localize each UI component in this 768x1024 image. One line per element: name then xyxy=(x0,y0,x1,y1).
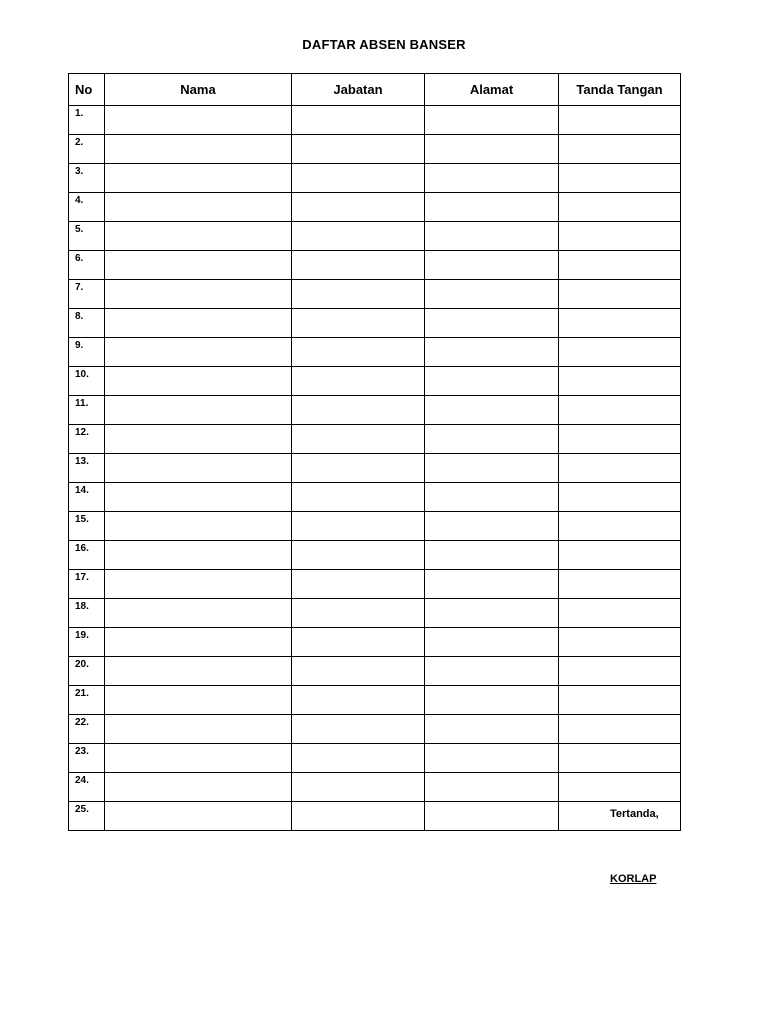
row-number: 18. xyxy=(69,599,105,628)
row-number: 4. xyxy=(69,193,105,222)
cell-alamat xyxy=(425,715,559,744)
cell-tanda-tangan xyxy=(559,193,681,222)
cell-alamat xyxy=(425,135,559,164)
cell-nama xyxy=(105,744,292,773)
cell-jabatan xyxy=(292,106,425,135)
table-row xyxy=(69,106,681,135)
row-number: 13. xyxy=(69,454,105,483)
cell-alamat xyxy=(425,222,559,251)
cell-nama xyxy=(105,396,292,425)
cell-alamat xyxy=(425,773,559,802)
row-number: 7. xyxy=(69,280,105,309)
table-row xyxy=(69,686,681,715)
cell-tanda-tangan xyxy=(559,541,681,570)
table-row xyxy=(69,164,681,193)
table-row xyxy=(69,425,681,454)
table-row xyxy=(69,338,681,367)
cell-tanda-tangan xyxy=(559,715,681,744)
cell-tanda-tangan xyxy=(559,309,681,338)
cell-nama xyxy=(105,367,292,396)
cell-alamat xyxy=(425,686,559,715)
cell-alamat xyxy=(425,396,559,425)
row-number: 9. xyxy=(69,338,105,367)
cell-jabatan xyxy=(292,280,425,309)
cell-jabatan xyxy=(292,773,425,802)
cell-tanda-tangan xyxy=(559,744,681,773)
cell-nama xyxy=(105,773,292,802)
header-no: No xyxy=(69,74,105,106)
cell-jabatan xyxy=(292,193,425,222)
cell-tanda-tangan xyxy=(559,164,681,193)
table-body xyxy=(69,106,681,831)
cell-jabatan xyxy=(292,512,425,541)
row-number: 15. xyxy=(69,512,105,541)
cell-alamat xyxy=(425,744,559,773)
cell-tanda-tangan xyxy=(559,280,681,309)
row-number: 20. xyxy=(69,657,105,686)
cell-nama xyxy=(105,164,292,193)
header-alamat: Alamat xyxy=(425,74,559,106)
cell-nama xyxy=(105,541,292,570)
cell-jabatan xyxy=(292,135,425,164)
row-number: 1. xyxy=(69,106,105,135)
cell-tanda-tangan xyxy=(559,512,681,541)
cell-nama xyxy=(105,599,292,628)
table-row xyxy=(69,541,681,570)
cell-nama xyxy=(105,512,292,541)
cell-tanda-tangan xyxy=(559,338,681,367)
row-number: 10. xyxy=(69,367,105,396)
cell-nama xyxy=(105,338,292,367)
row-number: 16. xyxy=(69,541,105,570)
cell-alamat xyxy=(425,367,559,396)
cell-nama xyxy=(105,802,292,831)
korlap-signature-label: KORLAP xyxy=(610,873,657,885)
cell-jabatan xyxy=(292,802,425,831)
cell-jabatan xyxy=(292,541,425,570)
cell-alamat xyxy=(425,280,559,309)
cell-tanda-tangan xyxy=(559,396,681,425)
row-number: 2. xyxy=(69,135,105,164)
cell-tanda-tangan xyxy=(559,135,681,164)
cell-tanda-tangan xyxy=(559,773,681,802)
header-tanda-tangan: Tanda Tangan xyxy=(559,74,681,106)
cell-alamat xyxy=(425,425,559,454)
table-row xyxy=(69,483,681,512)
row-number: 21. xyxy=(69,686,105,715)
cell-alamat xyxy=(425,657,559,686)
table-row xyxy=(69,193,681,222)
cell-alamat xyxy=(425,309,559,338)
table-row xyxy=(69,599,681,628)
cell-tanda-tangan xyxy=(559,222,681,251)
cell-jabatan xyxy=(292,309,425,338)
cell-jabatan xyxy=(292,686,425,715)
cell-jabatan xyxy=(292,454,425,483)
table-row xyxy=(69,222,681,251)
cell-nama xyxy=(105,570,292,599)
table-row xyxy=(69,628,681,657)
table-row xyxy=(69,280,681,309)
cell-nama xyxy=(105,106,292,135)
header-nama: Nama xyxy=(105,74,292,106)
cell-tanda-tangan xyxy=(559,628,681,657)
cell-alamat xyxy=(425,454,559,483)
tertanda-label: Tertanda, xyxy=(610,808,659,820)
cell-nama xyxy=(105,222,292,251)
cell-alamat xyxy=(425,106,559,135)
cell-alamat xyxy=(425,193,559,222)
cell-jabatan xyxy=(292,425,425,454)
cell-jabatan xyxy=(292,222,425,251)
row-number: 5. xyxy=(69,222,105,251)
cell-alamat xyxy=(425,164,559,193)
cell-jabatan xyxy=(292,715,425,744)
table-row xyxy=(69,367,681,396)
row-number: 8. xyxy=(69,309,105,338)
row-number: 23. xyxy=(69,744,105,773)
cell-tanda-tangan xyxy=(559,570,681,599)
row-number: 6. xyxy=(69,251,105,280)
cell-alamat xyxy=(425,338,559,367)
row-number: 24. xyxy=(69,773,105,802)
cell-jabatan xyxy=(292,251,425,280)
cell-tanda-tangan xyxy=(559,657,681,686)
cell-jabatan xyxy=(292,657,425,686)
cell-nama xyxy=(105,715,292,744)
cell-jabatan xyxy=(292,164,425,193)
cell-tanda-tangan xyxy=(559,367,681,396)
cell-nama xyxy=(105,628,292,657)
table-row xyxy=(69,396,681,425)
table-row xyxy=(69,715,681,744)
cell-nama xyxy=(105,251,292,280)
row-number: 14. xyxy=(69,483,105,512)
cell-alamat xyxy=(425,570,559,599)
cell-jabatan xyxy=(292,599,425,628)
table-row xyxy=(69,251,681,280)
cell-alamat xyxy=(425,599,559,628)
row-number: 12. xyxy=(69,425,105,454)
table-row xyxy=(69,744,681,773)
cell-nama xyxy=(105,135,292,164)
cell-tanda-tangan xyxy=(559,106,681,135)
cell-nama xyxy=(105,309,292,338)
cell-nama xyxy=(105,686,292,715)
table-row xyxy=(69,802,681,831)
table-row xyxy=(69,773,681,802)
cell-tanda-tangan xyxy=(559,483,681,512)
cell-tanda-tangan xyxy=(559,599,681,628)
cell-jabatan xyxy=(292,483,425,512)
cell-tanda-tangan xyxy=(559,686,681,715)
cell-jabatan xyxy=(292,396,425,425)
table-row xyxy=(69,512,681,541)
table-row xyxy=(69,309,681,338)
row-number: 19. xyxy=(69,628,105,657)
cell-nama xyxy=(105,425,292,454)
cell-jabatan xyxy=(292,570,425,599)
cell-jabatan xyxy=(292,367,425,396)
cell-nama xyxy=(105,657,292,686)
table-row xyxy=(69,454,681,483)
cell-tanda-tangan xyxy=(559,425,681,454)
row-number: 3. xyxy=(69,164,105,193)
row-number: 22. xyxy=(69,715,105,744)
row-number: 17. xyxy=(69,570,105,599)
row-number: 25. xyxy=(69,802,105,831)
cell-alamat xyxy=(425,802,559,831)
cell-tanda-tangan xyxy=(559,251,681,280)
table-header-row xyxy=(69,74,681,106)
cell-alamat xyxy=(425,541,559,570)
cell-nama xyxy=(105,454,292,483)
document-title: DAFTAR ABSEN BANSER xyxy=(302,37,466,52)
header-jabatan: Jabatan xyxy=(292,74,425,106)
cell-jabatan xyxy=(292,628,425,657)
cell-jabatan xyxy=(292,744,425,773)
cell-jabatan xyxy=(292,338,425,367)
cell-alamat xyxy=(425,628,559,657)
attendance-table xyxy=(68,73,681,831)
cell-alamat xyxy=(425,483,559,512)
cell-nama xyxy=(105,483,292,512)
cell-tanda-tangan xyxy=(559,454,681,483)
cell-nama xyxy=(105,280,292,309)
cell-alamat xyxy=(425,251,559,280)
table-row xyxy=(69,135,681,164)
table-row xyxy=(69,657,681,686)
table-row xyxy=(69,570,681,599)
cell-alamat xyxy=(425,512,559,541)
cell-nama xyxy=(105,193,292,222)
row-number: 11. xyxy=(69,396,105,425)
